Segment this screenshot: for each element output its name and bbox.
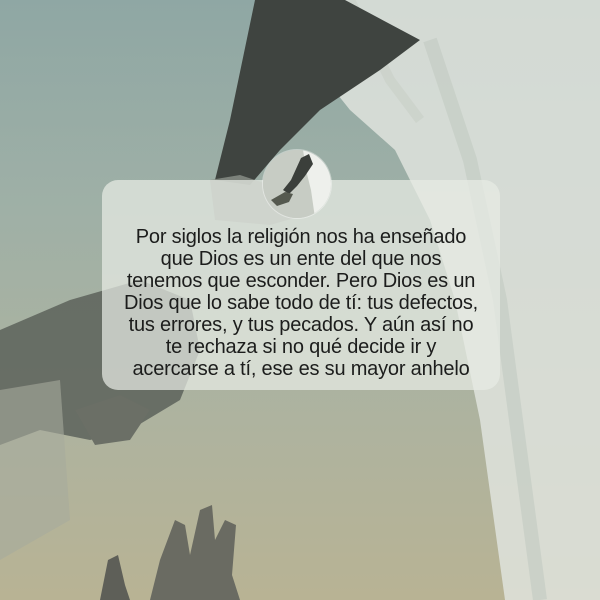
rising-hand-shape — [150, 505, 240, 600]
quote-text — [102, 226, 500, 380]
quote-line: que Dios es un ente del que nos — [160, 248, 442, 270]
quote-line: te rechaza si no qué decide ir y — [165, 336, 437, 358]
rising-finger-shape — [100, 555, 130, 600]
quote-line: Por siglos la religión nos ha enseñado — [135, 226, 467, 248]
quote-line: Dios que lo sabe todo de tí: tus defectos, — [123, 292, 479, 314]
quote-line: tus errores, y tus pecados. Y aún así no — [128, 314, 474, 336]
quote-line: acercarse a tí, ese es su mayor anhelo — [132, 358, 470, 380]
hands-logo-icon — [263, 150, 331, 218]
hands-logo-badge — [263, 150, 331, 218]
quote-line: tenemos que esconder. Pero Dios es un — [126, 270, 476, 292]
lower-sleeve-shape — [0, 380, 70, 560]
